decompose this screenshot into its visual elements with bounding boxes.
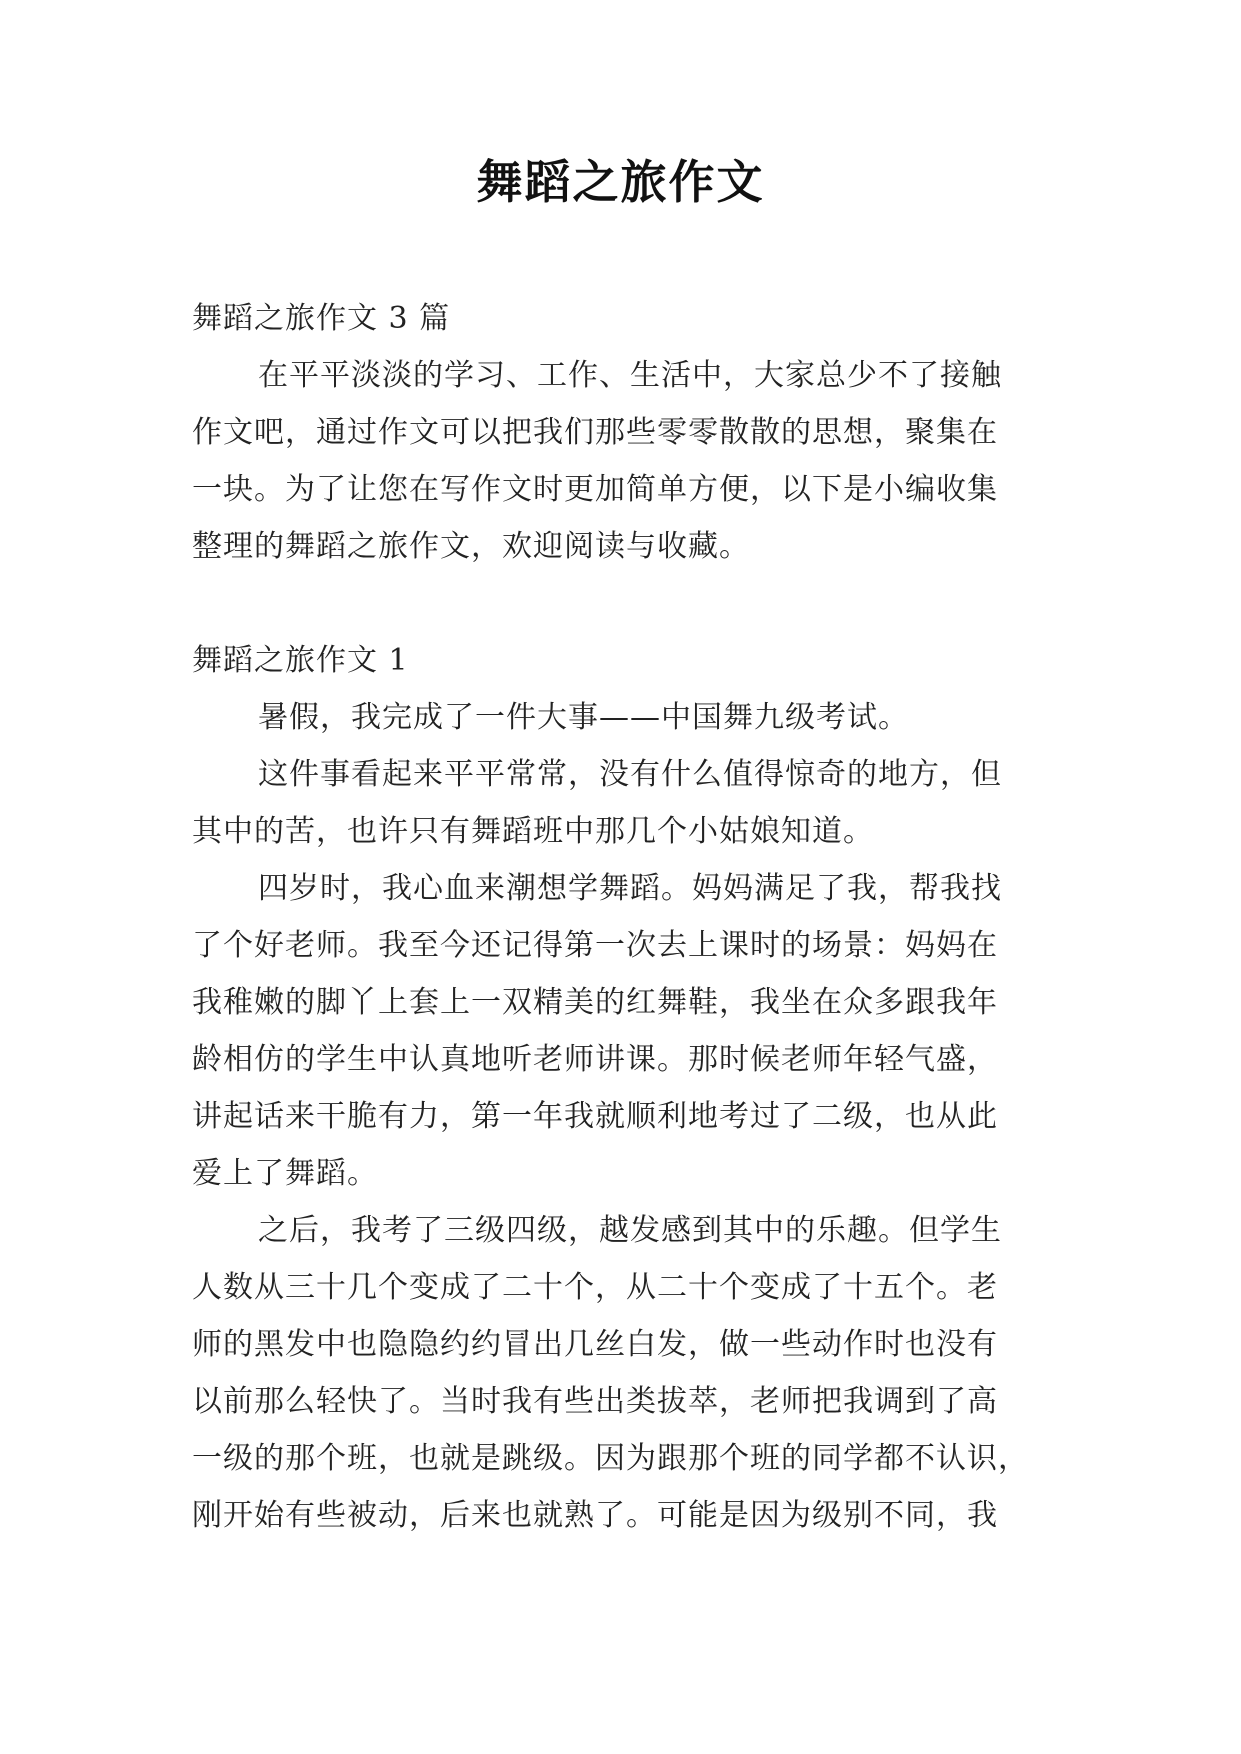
text-line: 这件事看起来平平常常，没有什么值得惊奇的地方，但 — [258, 757, 1002, 792]
text-line: 我稚嫩的脚丫上套上一双精美的红舞鞋，我坐在众多跟我年 — [192, 985, 998, 1020]
paragraph-3 — [192, 860, 1062, 1202]
text-line: 人数从三十几个变成了二十个，从二十个变成了十五个。老 — [192, 1270, 998, 1305]
text-line: 师的黑发中也隐隐约约冒出几丝白发，做一些动作时也没有 — [192, 1327, 998, 1362]
text-line: 刚开始有些被动，后来也就熟了。可能是因为级别不同，我 — [192, 1498, 998, 1533]
text-line: 作文吧，通过作文可以把我们那些零零散散的思想，聚集在 — [192, 415, 998, 450]
paragraph-2 — [192, 746, 1062, 860]
text-line: 其中的苦，也许只有舞蹈班中那几个小姑娘知道。 — [192, 814, 874, 849]
text-line: 讲起话来干脆有力，第一年我就顺利地考过了二级，也从此 — [192, 1099, 998, 1134]
text-line: 在平平淡淡的学习、工作、生活中，大家总少不了接触 — [258, 358, 1002, 393]
document-body — [192, 290, 1062, 1544]
collection-heading: 舞蹈之旅作文 3 篇 — [192, 301, 451, 336]
text-line: 四岁时，我心血来潮想学舞蹈。妈妈满足了我，帮我找 — [258, 871, 1002, 906]
section-heading: 舞蹈之旅作文 1 — [192, 643, 409, 678]
text-line: 爱上了舞蹈。 — [192, 1156, 378, 1191]
text-line: 一块。为了让您在写作文时更加简单方便，以下是小编收集 — [192, 472, 998, 507]
blank-line — [192, 575, 1062, 632]
text-line: 以前那么轻快了。当时我有些出类拔萃，老师把我调到了高 — [192, 1384, 998, 1419]
text-line: 了个好老师。我至今还记得第一次去上课时的场景：妈妈在 — [192, 928, 998, 963]
paragraph-1 — [192, 689, 1062, 746]
paragraph-4 — [192, 1202, 1062, 1544]
text-line: 整理的舞蹈之旅作文，欢迎阅读与收藏。 — [192, 529, 750, 564]
document-title: 舞蹈之旅作文 — [476, 155, 765, 209]
intro-paragraph — [192, 347, 1062, 575]
text-line: 一级的那个班，也就是跳级。因为跟那个班的同学都不认识， — [192, 1441, 1029, 1476]
text-line: 龄相仿的学生中认真地听老师讲课。那时候老师年轻气盛， — [192, 1042, 998, 1077]
text-line: 之后，我考了三级四级，越发感到其中的乐趣。但学生 — [258, 1213, 1002, 1248]
text-line: 暑假，我完成了一件大事——中国舞九级考试。 — [258, 700, 909, 735]
